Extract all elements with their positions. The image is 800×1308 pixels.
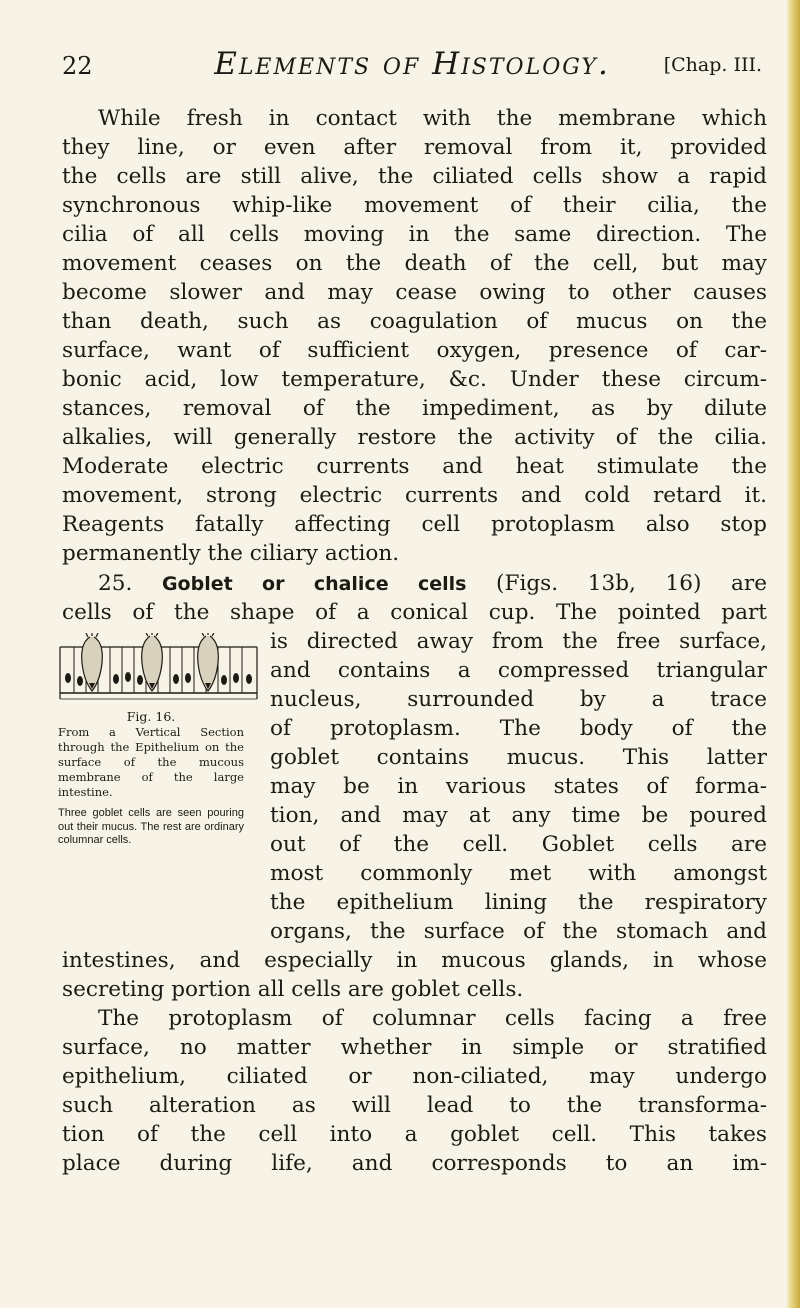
page-edge bbox=[786, 0, 800, 1308]
chapter-label: [Chap. III. bbox=[663, 54, 762, 76]
text-line: synchronous whip-like movement of their cilia, the bbox=[62, 193, 767, 218]
text-line: Moderate electric currents and heat stimulate the bbox=[62, 454, 767, 479]
goblet-cell-1 bbox=[82, 633, 103, 691]
figure-label: Fig. 16. bbox=[126, 709, 176, 724]
text-line: such alteration as will lead to the transforma- bbox=[62, 1093, 767, 1118]
section-lead-text: (Figs. 13b, 16) are bbox=[496, 571, 767, 596]
text-line: movement ceases on the death of the cell, but may bbox=[62, 251, 767, 276]
figure-16-caption bbox=[58, 709, 244, 848]
text-line: Reagents fatally affecting cell protoplasm also stop bbox=[62, 512, 767, 537]
wrap-line: of protoplasm. The body of the bbox=[270, 716, 767, 741]
section-heading: Goblet or chalice cells bbox=[161, 573, 467, 595]
running-header bbox=[62, 46, 762, 86]
wrap-line: most commonly met with amongst bbox=[270, 861, 767, 886]
text-line: While fresh in contact with the membrane which bbox=[98, 106, 767, 131]
wrap-line: goblet contains mucus. This latter bbox=[270, 745, 767, 770]
text-line: the cells are still alive, the ciliated cells show a rapid bbox=[62, 164, 767, 189]
wrap-line: organs, the surface of the stomach and bbox=[270, 919, 767, 944]
text-line: bonic acid, low temperature, &c. Under these circum- bbox=[62, 367, 767, 392]
text-line: epithelium, ciliated or non-ciliated, may undergo bbox=[62, 1064, 767, 1089]
text-line: movement, strong electric currents and cold retard it. bbox=[62, 483, 767, 508]
figure-16-illustration bbox=[56, 633, 261, 703]
text-line: cells of the shape of a conical cup. The pointed part bbox=[62, 600, 767, 625]
text-line: than death, such as coagulation of mucus on the bbox=[62, 309, 767, 334]
section-lead-line bbox=[98, 569, 767, 599]
text-line: cilia of all cells moving in the same direction. The bbox=[62, 222, 767, 247]
figure-caption-text: From a Vertical Section through the Epithelium on the surface of the mucous membrane of the large intestine. bbox=[58, 725, 244, 799]
text-line: intestines, and especially in mucous glands, in whose bbox=[62, 948, 767, 973]
text-line: become slower and may cease owing to other causes bbox=[62, 280, 767, 305]
running-title: Elements of Histology. bbox=[214, 46, 610, 82]
text-line: surface, want of sufficient oxygen, presence of car- bbox=[62, 338, 767, 363]
text-line: they line, or even after removal from it, provided bbox=[62, 135, 767, 160]
text-line: stances, removal of the impediment, as by dilute bbox=[62, 396, 767, 421]
text-line: surface, no matter whether in simple or stratified bbox=[62, 1035, 767, 1060]
goblet-cell-3 bbox=[198, 633, 219, 691]
text-line: The protoplasm of columnar cells facing a free bbox=[98, 1006, 767, 1031]
wrap-line: is directed away from the free surface, bbox=[270, 629, 767, 654]
wrap-line: and contains a compressed triangular bbox=[270, 658, 767, 683]
figure-note: Three goblet cells are seen pouring out their mucus. The rest are ordinary columnar cells. bbox=[58, 807, 244, 846]
wrap-line: may be in various states of forma- bbox=[270, 774, 767, 799]
wrap-line: nucleus, surrounded by a trace bbox=[270, 687, 767, 712]
text-line: alkalies, will generally restore the activity of the cilia. bbox=[62, 425, 767, 450]
text-line: place during life, and corresponds to an im- bbox=[62, 1151, 767, 1176]
section-number: 25. bbox=[98, 571, 133, 596]
text-line: secreting portion all cells are goblet cells. bbox=[62, 977, 524, 1002]
page-number: 22 bbox=[62, 52, 93, 80]
wrap-line: tion, and may at any time be poured bbox=[270, 803, 767, 828]
text-line: tion of the cell into a goblet cell. This takes bbox=[62, 1122, 767, 1147]
wrap-line: out of the cell. Goblet cells are bbox=[270, 832, 767, 857]
wrap-line: the epithelium lining the respiratory bbox=[270, 890, 767, 915]
goblet-cell-2 bbox=[142, 633, 163, 691]
text-line: permanently the ciliary action. bbox=[62, 541, 400, 566]
